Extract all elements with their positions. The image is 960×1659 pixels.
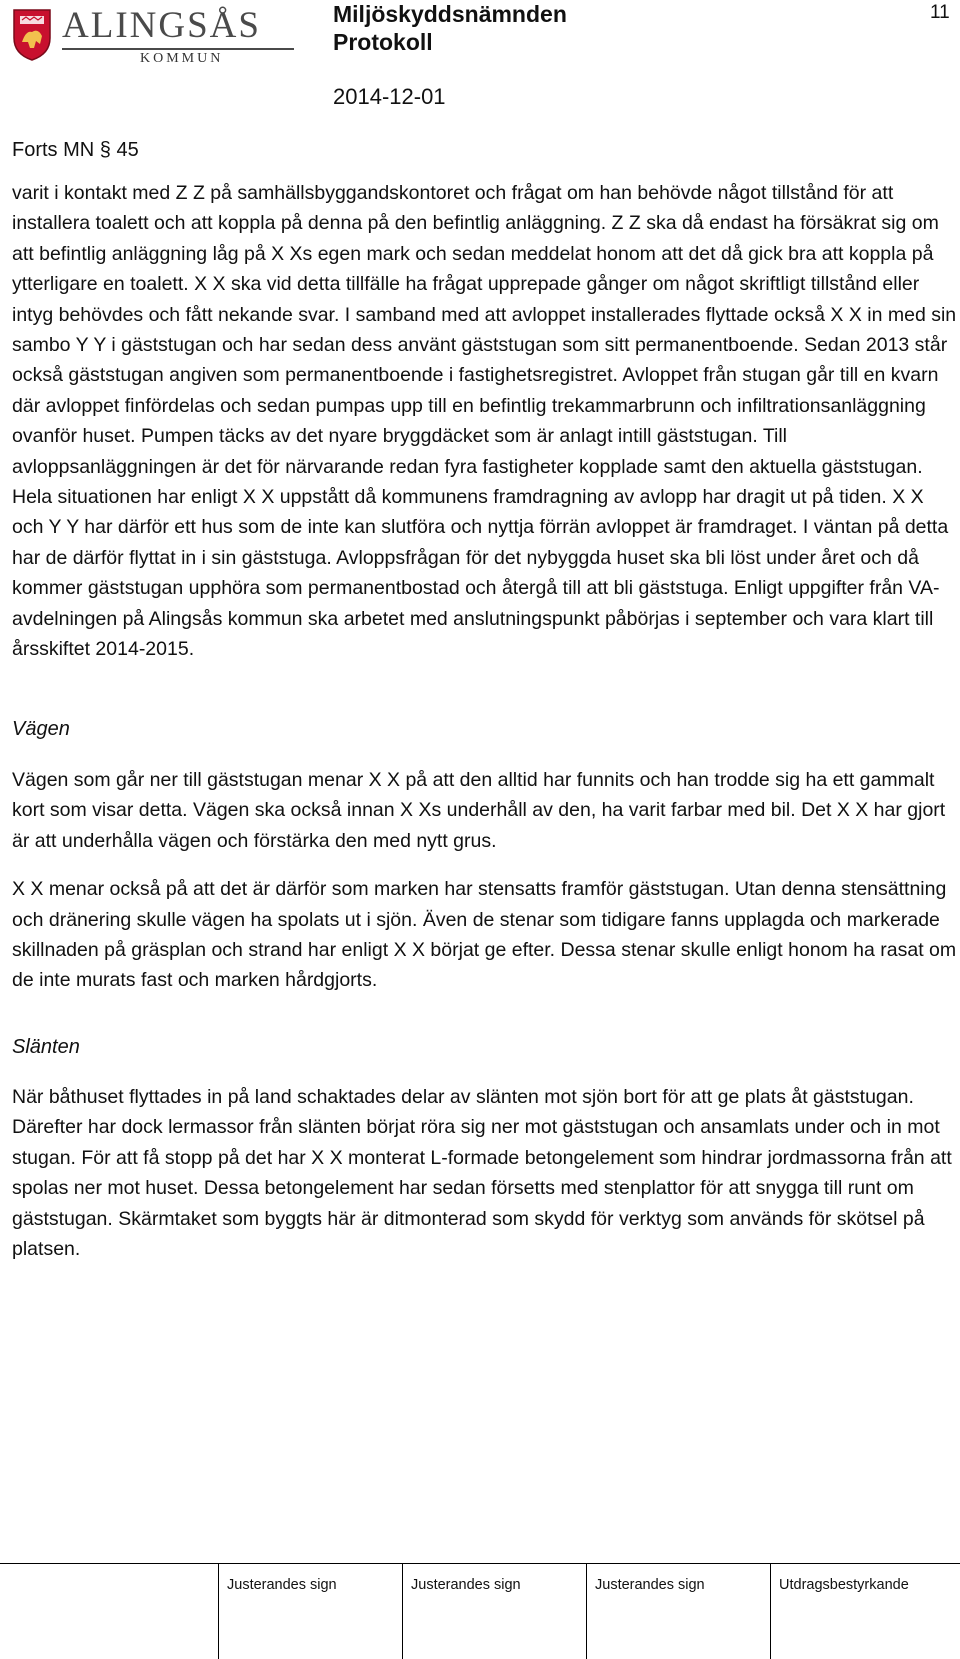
- section-heading-vagen: Vägen: [12, 718, 70, 740]
- section-heading-slanten: Slänten: [12, 1036, 80, 1058]
- intro-section: [12, 178, 957, 665]
- document-type: Protokoll: [333, 29, 433, 55]
- logo-wordmark: ALINGSÅS: [62, 5, 261, 46]
- continuation-label: Forts MN § 45: [12, 139, 139, 161]
- municipality-logo: [8, 4, 308, 70]
- signature-box: [586, 1563, 771, 1659]
- vagen-section: [12, 765, 957, 996]
- signature-box: [218, 1563, 403, 1659]
- coat-of-arms-icon: [12, 8, 52, 62]
- signature-label: Justerandes sign: [411, 1577, 521, 1593]
- signature-box: [402, 1563, 587, 1659]
- certification-box: [770, 1563, 960, 1659]
- paragraph: X X menar också på att det är därför som marken har stensatts framför gäststugan. Utan denna stensättning och dränering skulle vägen ha spolats ut i sjön. Även de stenar som tidigare fanns upplagda och markerade skillnaden på gräsplan och strand har enligt X X börjat ge efter. Dessa stenar skulle enligt honom ha rasat om de inte murats fast och marken hårdgjorts.: [12, 878, 957, 992]
- signature-label: Justerandes sign: [595, 1577, 705, 1593]
- paragraph: Vägen som går ner till gäststugan menar X X på att den alltid har funnits och han trodde sig ha ett gammalt kort som visar detta. Vägen ska också innan X Xs underhåll av den, ha varit farbar med bil. Det X X har gjort är att underhålla vägen och förstärka den med nytt grus.: [12, 769, 946, 852]
- slanten-section: [12, 1082, 957, 1264]
- committee-name: Miljöskyddsnämnden: [333, 1, 567, 27]
- logo-rule: [62, 48, 294, 50]
- logo-subtitle: KOMMUN: [140, 51, 224, 66]
- paragraph: När båthuset flyttades in på land schaktades delar av slänten mot sjön bort för att ge plats åt gäststugan. Därefter har dock lermassor från slänten börjat röra sig ner mot gäststugan och ansamlats under och in mot stugan. För att få stopp på det har X X monterat L-formade betongelement som hindrar jordmassorna från att spolas ner mot huset. Dessa betongelement har sedan försetts med stenplattor för att snygga till runt om gäststugan. Skärmtaket som byggts här är ditmonterad som skydd för verktyg som används för skötsel på platsen.: [12, 1086, 952, 1261]
- paragraph: varit i kontakt med Z Z på samhällsbyggandskontoret och frågat om han behövde något tillstånd för att installera toalett och att koppla på denna på den befintlig anläggning. Z Z ska då endast ha försäkrat sig om att befintlig anläggning låg på X Xs egen mark och sedan meddelat honom att det då gick bra att koppla på ytterligare en toalett. X X ska vid detta tillfälle ha frågat upprepade gånger om något skriftligt tillstånd eller intyg behövdes och fått nekande svar. I samband med att avloppet installerades flyttade också X X in med sin sambo Y Y i gäststugan och har sedan dess använt gäststugan som sitt permanentboende. Sedan 2013 står också gäststugan angiven som permanentboende i fastighetsregistret. Avloppet från stugan går till en kvarn där avloppet finfördelas och sedan pumpas upp till en befintlig trekammarbrunn och infiltrationsanläggning ovanför huset. Pumpen täcks av det nyare bryggdäcket som är anlagt intill gäststugan. Till avloppsanläggningen är det för närvarande redan fyra fastigheter kopplade samt den aktuella gäststugan. Hela situationen har enligt X X uppstått då kommunens framdragning av avlopp har dragit ut på tiden. X X och Y Y har därför ett hus som de inte kan slutföra och nyttja förrän avloppet är framdraget. I väntan på detta har de därför flyttat in i sin gäststuga. Avloppsfrågan för det nybyggda huset ska bli löst under året och då kommer gäststugan upphöra som permanentbostad och återgå till att bli gäststuga. Enligt uppgifter från VA-avdelningen på Alingsås kommun ska arbetet med anslutningspunkt påbörjas i september och vara klart till årsskiftet 2014-2015.: [12, 182, 957, 661]
- signature-label: Justerandes sign: [227, 1577, 337, 1593]
- page-number: 11: [930, 2, 950, 23]
- certification-label: Utdragsbestyrkande: [779, 1577, 909, 1593]
- meeting-date: 2014-12-01: [333, 84, 446, 109]
